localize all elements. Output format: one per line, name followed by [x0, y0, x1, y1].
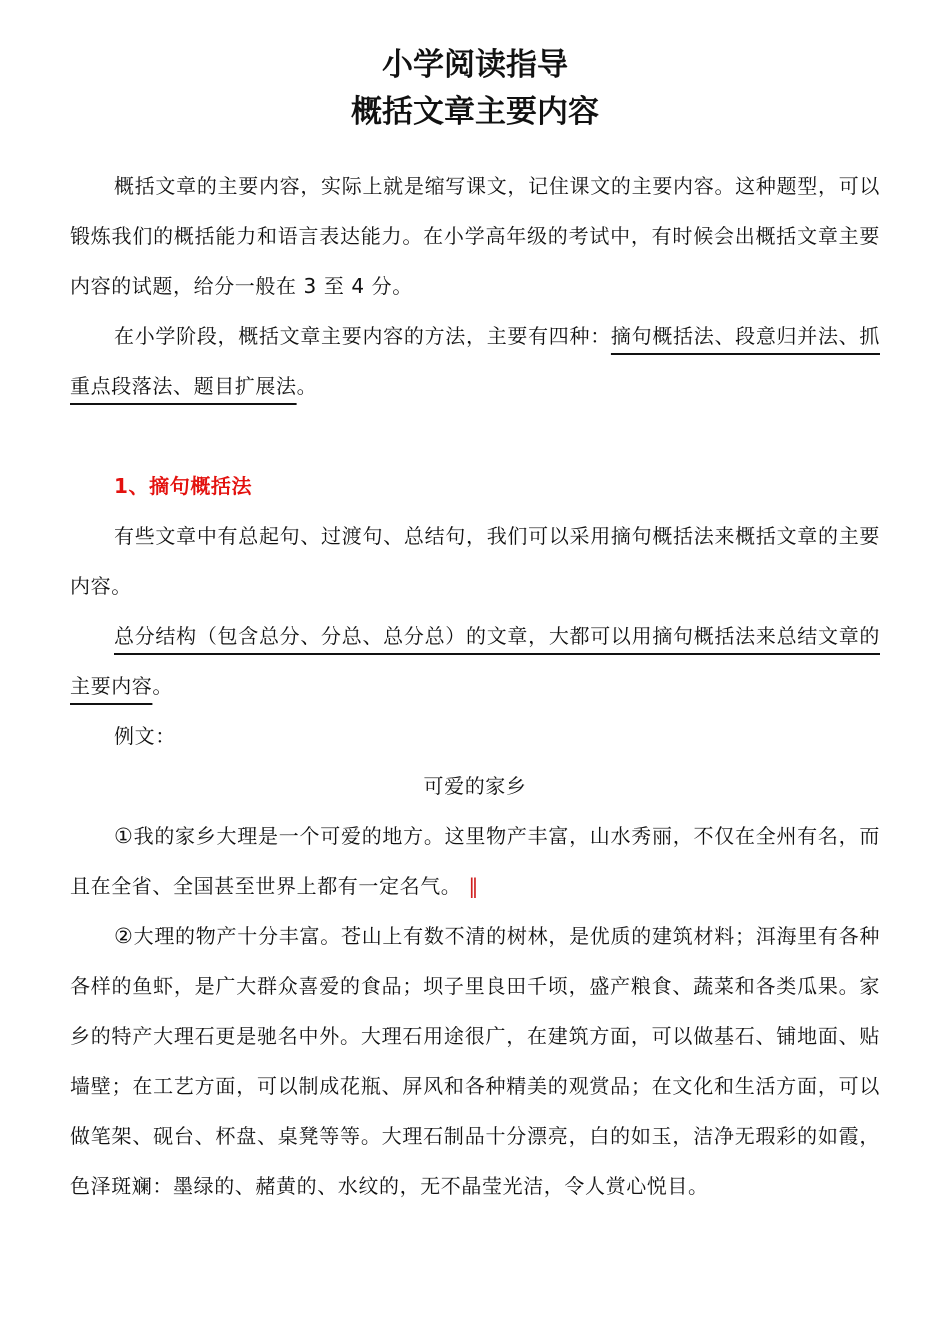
section-heading-1: 1、摘句概括法	[114, 474, 253, 498]
intro-paragraph-2-suffix: 。	[296, 374, 318, 398]
section-1-paragraph-1: 有些文章中有总起句、过渡句、总结句，我们可以采用摘句概括法来概括文章的主要内容。	[70, 524, 880, 598]
intro-paragraph-2	[70, 311, 880, 411]
example-paragraph-2	[70, 911, 880, 1211]
section-divider-mark: ‖	[468, 874, 479, 898]
document-body	[70, 161, 880, 1211]
structure-underlined-text: 总分结构（包含总分、分总、总分总）的文章，大都可以用摘句概括法来总结文章的主要内容	[70, 624, 880, 698]
methods-underlined-text: 摘句概括法、段意归并法、抓重点段落法、题目扩展法	[70, 324, 880, 398]
title-line-1: 小学阅读指导	[382, 47, 568, 83]
title-line-2: 概括文章主要内容	[351, 94, 599, 130]
intro-paragraph-1: 概括文章的主要内容，实际上就是缩写课文，记住课文的主要内容。这种题型，可以锻炼我们的概括能力和语言表达能力。在小学高年级的考试中，有时候会出概括文章主要内容的试题，给分一般在 3 至 4 分。	[70, 174, 880, 298]
example-title: 可爱的家乡	[423, 774, 527, 798]
section-1-paragraph-2	[70, 611, 880, 711]
example-label: 例文：	[114, 724, 176, 748]
paragraph-number-2: ②	[114, 924, 134, 948]
intro-paragraph-2-prefix: 在小学阶段，概括文章主要内容的方法，主要有四种：	[114, 324, 611, 348]
example-paragraph-1-text: 我的家乡大理是一个可爱的地方。这里物产丰富，山水秀丽，不仅在全州有名，而且在全省、全国甚至世界上都有一定名气。	[70, 824, 880, 898]
section-1-paragraph-2-suffix: 。	[152, 674, 174, 698]
paragraph-number-1: ①	[114, 824, 134, 848]
example-paragraph-2-text: 大理的物产十分丰富。苍山上有数不清的树林，是优质的建筑材料；洱海里有各种各样的鱼虾，是广大群众喜爱的食品；坝子里良田千顷，盛产粮食、蔬菜和各类瓜果。家乡的特产大理石更是驰名中外。大理石用途很广，在建筑方面，可以做基石、铺地面、贴墙壁；在工艺方面，可以制成花瓶、屏风和各种精美的观赏品；在文化和生活方面，可以做笔架、砚台、杯盘、桌凳等等。大理石制品十分漂亮，白的如玉，洁净无瑕彩的如霞，色泽斑斓：墨绿的、赭黄的、水纹的，无不晶莹光洁，令人赏心悦目。	[70, 924, 880, 1198]
example-paragraph-1	[70, 811, 880, 911]
